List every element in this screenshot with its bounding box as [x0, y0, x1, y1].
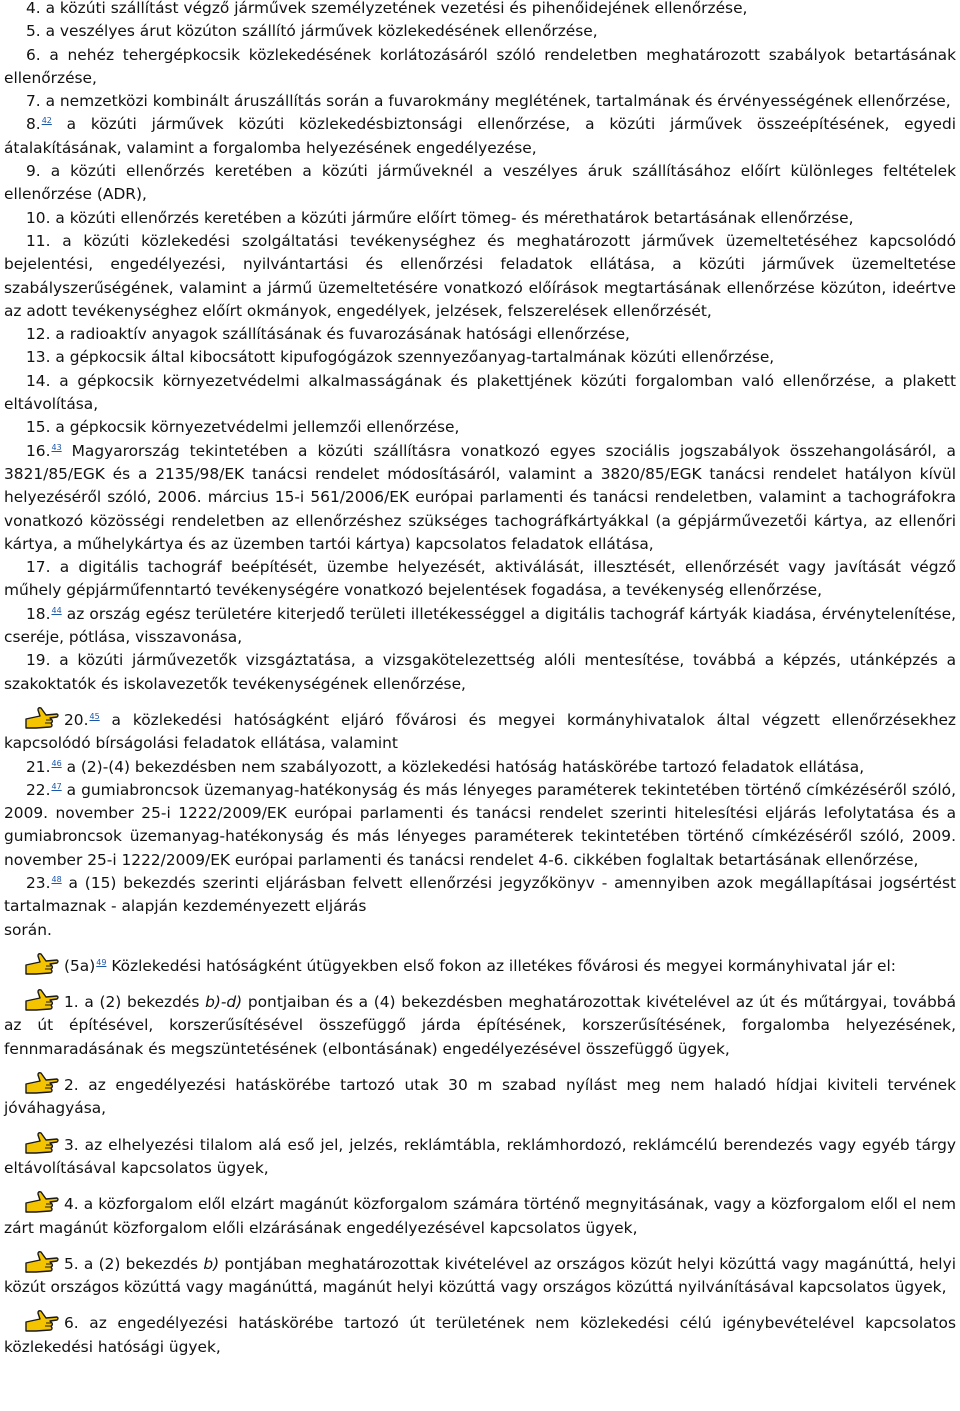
footnote-link[interactable]: 42 — [41, 116, 52, 126]
item-22 — [4, 779, 956, 872]
subitem-text: pontjában meghatározottak kivételével az országos közút helyi közúttá vagy magánúttá, helyi közút országos közúttá vagy magánúttá, magánút helyi közúttá vagy országos közúttá nyilvánításával kapcsolatos ügyek, — [4, 1254, 956, 1297]
pointing-hand-icon[interactable] — [24, 952, 60, 976]
closing-text: során. — [4, 920, 52, 939]
item-18 — [4, 603, 956, 650]
item-17: 17. a digitális tachográf beépítését, üzembe helyezését, aktiválását, illesztését, ellenőrzését vagy javítását végző műhely gépjárműfenntartó tevékenységére vonatkozó bejelentések fogadása, a tevékenység ellenőrzése, — [4, 558, 956, 600]
item-14: 14. a gépkocsik környezetvédelmi alkalmasságának és plakettjének közúti forgalomban való ellenőrzése, a plakett eltávolítása, — [4, 371, 956, 414]
footnote-link[interactable]: 44 — [51, 605, 62, 615]
item-11: 11. a közúti közlekedési szolgáltatási tevékenységhez és meghatározott járművek üzemeltetéséhez kapcsolódó bejelentési, engedélyezési, nyilvántartási és ellenőrzési feladatok ellátása, a közúti járművek üzemeltetése szabályszerűségének, valamint a jármű üzemeltetésére vonatkozó előírások megtartásának ellenőrzése közúton, ideértve az adott tevékenységhez előírt okmányok, engedélyek, jelzések, felszerelések ellenőrzését, — [4, 231, 956, 320]
item-number: 18. — [26, 604, 51, 623]
subitem-text: 6. az engedélyezési hatáskörébe tartozó út területének nem közlekedési célú igénybevételével kapcsolatos közlekedési hatósági ügyek, — [4, 1314, 956, 1356]
pointing-hand-icon[interactable] — [24, 988, 60, 1012]
item-4: 4. a közúti szállítást végző járművek személyzetének vezetési és pihenőidejének ellenőrzése, — [26, 0, 748, 17]
item-7: 7. a nemzetközi kombinált áruszállítás során a fuvarokmány meglétének, tartalmának és érvényességének ellenőrzése, — [26, 92, 951, 111]
subitem-3 — [4, 1121, 956, 1181]
item-21 — [4, 756, 956, 779]
pointing-hand-icon[interactable] — [24, 1071, 60, 1095]
item-number: 23. — [26, 873, 51, 892]
subitem-ref: b) — [203, 1254, 220, 1273]
item-text: Magyarország tekintetében a közúti szállításra vonatkozó egyes szociális jogszabályok összehangolásáról, a 3821/85/EGK és a 2135/98/EK tanácsi rendelet módosításáról, valamint a 3820/85/EGK tanácsi rendelet hatályon kívül helyezéséről szóló, 2006. március 15-i 561/2006/EK európai parlamenti és tanácsi rendeletben, valamint a tachográfokra vonatkozó közösségi rendeletben az ellenőrzéshez szükséges tachográfkártyákkal (a gépjárművezetői kártya, az ellenőri kártya, a műhelykártya és az üzemben tartói kártya) kapcsolatos feladatok ellátása, — [4, 441, 956, 553]
item-10: 10. a közúti ellenőrzés keretében a közúti járműre előírt tömeg- és mérethatárok betartásának ellenőrzése, — [26, 208, 854, 227]
item-13: 13. a gépkocsik által kibocsátott kipufogógázok szennyezőanyag-tartalmának közúti ellenőrzése, — [26, 348, 775, 367]
item-number: 16. — [26, 441, 51, 460]
subitem-1 — [4, 978, 956, 1061]
footnote-link[interactable]: 47 — [51, 781, 62, 791]
footnote-link[interactable]: 46 — [51, 758, 62, 768]
item-text: a közúti járművek közúti közlekedésbiztonsági ellenőrzése, a közúti járművek összeépítésének, egyedi átalakításának, valamint a forgalomba helyezésének engedélyezése, — [4, 115, 956, 157]
subitem-4 — [4, 1180, 956, 1240]
subitem-text: 2. az engedélyezési hatáskörébe tartozó utak 30 m szabad nyílást meg nem haladó hídjai kiviteli tervének jóváhagyása, — [4, 1076, 956, 1118]
item-19: 19. a közúti járművezetők vizsgáztatása, a vizsgakötelezettség alóli mentesítése, továbbá a képzés, utánképzés a szakoktatók és iskolavezetők tevékenységének ellenőrzése, — [4, 651, 956, 693]
item-23 — [4, 872, 956, 919]
item-number: 21. — [26, 757, 51, 776]
subitem-text: 3. az elhelyezési tilalom alá eső jel, jelzés, reklámtábla, reklámhordozó, reklámcélú berendezés vagy egyéb tárgy eltávolításával kapcsolatos ügyek, — [4, 1135, 956, 1177]
item-16 — [4, 440, 956, 556]
pointing-hand-icon[interactable] — [24, 1131, 60, 1155]
item-text: a közlekedési hatóságként eljáró fővárosi és megyei kormányhivatalok által végzett ellenőrzésekhez kapcsolódó bírságolási feladatok ellátása, valamint — [4, 710, 956, 753]
paragraph-number: (5a) — [64, 956, 96, 975]
item-5: 5. a veszélyes árut közúton szállító járművek közlekedésének ellenőrzése, — [26, 22, 598, 41]
item-6: 6. a nehéz tehergépkocsik közlekedésének korlátozásáról szóló rendeletben meghatározott szabályok betartásának ellenőrzése, — [4, 45, 956, 87]
item-9: 9. a közúti ellenőrzés keretében a közúti járműveknél a veszélyes áruk szállításához előírt különleges feltételek ellenőrzése (ADR), — [4, 162, 956, 204]
item-number: 8. — [26, 115, 41, 134]
pointing-hand-icon[interactable] — [24, 1250, 60, 1274]
subitem-text: 1. a (2) bekezdés — [64, 993, 206, 1012]
subitem-2 — [4, 1061, 956, 1121]
item-text: az ország egész területére kiterjedő területi illetékességgel a digitális tachográf kártyák kiadása, érvénytelenítése, cseréje, pótlása, visszavonása, — [4, 604, 956, 647]
subitem-5 — [4, 1240, 956, 1300]
item-text: a (15) bekezdés szerinti eljárásban felvett ellenőrzési jegyzőkönyv - amennyiben azok megállapításai jogsértést tartalmaznak - alapján kezdeményezett eljárás — [4, 873, 956, 916]
item-text: a gumiabroncsok üzemanyag-hatékonyság és más lényeges paraméterek tekintetében történő címkézéséről szóló, 2009. november 25-i 1222/2009/EK európai parlamenti és tanácsi rendelet szerinti hitelesítési eljárás lefolytatása és a gumiabroncsok üzemanyag-hatékonyság és más lényeges paraméterek tekintetében történő címkézéséről szóló, 2009. november 25-i 1222/2009/EK európai parlamenti és tanácsi rendelet 4-6. cikkében foglaltak betartásának ellenőrzése, — [4, 780, 956, 869]
footnote-link[interactable]: 43 — [51, 442, 62, 452]
item-12: 12. a radioaktív anyagok szállításának és fuvarozásának hatósági ellenőrzése, — [26, 325, 630, 344]
item-8 — [4, 113, 956, 160]
subitem-text: 4. a közforgalom elől elzárt magánút közforgalom számára történő megnyitásának, vagy a közforgalom elől el nem zárt magánút közforgalom előli elzárásának engedélyezésével kapcsolatos ügyek, — [4, 1195, 956, 1237]
subitem-text: pontjaiban és a (4) bekezdésben meghatározottak kivételével az út és műtárgyai, továbbá az út építésével, korszerűsítésével összefüggő járda építésének, korszerűsítésének, forgalomba helyezésének, fennmaradásának és megszüntetésének (elbontásának) engedélyezésével összefüggő ügyek, — [4, 993, 956, 1058]
pointing-hand-icon[interactable] — [24, 1190, 60, 1214]
subitem-6 — [4, 1299, 956, 1359]
paragraph-text: Közlekedési hatóságként útügyekben első fokon az illetékes fővárosi és megyei kormányhivatal jár el: — [106, 956, 896, 975]
footnote-link[interactable]: 49 — [96, 957, 107, 967]
paragraph-5a — [4, 942, 956, 978]
subitem-text: 5. a (2) bekezdés — [64, 1254, 204, 1273]
item-text: a (2)-(4) bekezdésben nem szabályozott, a közlekedési hatóság hatáskörébe tartozó feladatok ellátása, — [61, 757, 865, 776]
pointing-hand-icon[interactable] — [24, 706, 60, 730]
pointing-hand-icon[interactable] — [24, 1309, 60, 1333]
item-20 — [4, 696, 956, 756]
footnote-link[interactable]: 48 — [51, 874, 62, 884]
footnote-link[interactable]: 45 — [89, 711, 100, 721]
item-15: 15. a gépkocsik környezetvédelmi jellemzői ellenőrzése, — [26, 418, 460, 437]
item-number: 22. — [26, 780, 51, 799]
item-number: 20. — [64, 710, 89, 729]
subitem-ref: b)-d) — [205, 993, 243, 1012]
